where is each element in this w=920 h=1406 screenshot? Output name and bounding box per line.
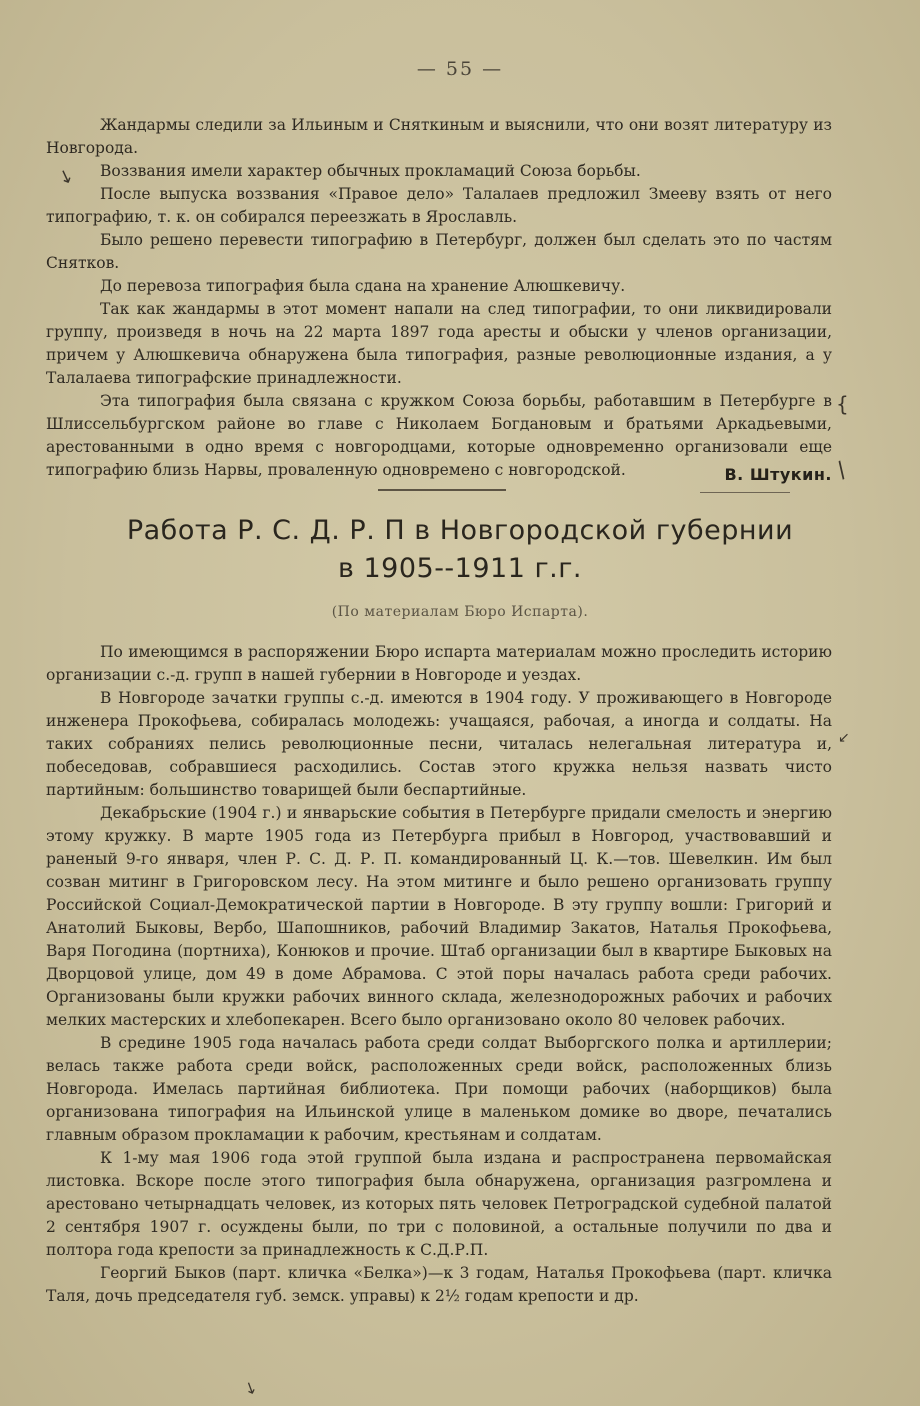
margin-mark: { bbox=[836, 392, 849, 416]
paragraph: Георгий Быков (парт. кличка «Белка»)—к 3 годам, Наталья Прокофьева (парт. кличка Таля, дочь председателя губ. земск. управы) к 2½ годам крепости и др. bbox=[46, 1264, 832, 1305]
title-line-2: в 1905--1911 г.г. bbox=[337, 553, 583, 584]
paragraph: До перевоза типография была сдана на хранение Алюшкевичу. bbox=[100, 277, 626, 295]
paragraph: Эта типография была связана с кружком Союза борьбы, работавшим в Петербурге в Шлиссельбургском районе во главе с Николаем Богдановым и братьями Аркадьевыми, арестованными в одно время с новгородцами, которые одновременно организовали еще типографию близь Нарвы, проваленную одновремено с новгородской. bbox=[46, 392, 832, 479]
bottom-section bbox=[46, 641, 832, 1308]
paragraph: Так как жандармы в этот момент напали на след типографии, то они ликвидировали группу, произведя в ночь на 22 марта 1897 года аресты и обыски у членов организации, причем у Алюшкевича обнаружена была типография, разные революционные издания, а у Талалаева типографские принадлежности. bbox=[46, 300, 832, 387]
paragraph: Было решено перевести типографию в Петербург, должен был сделать это по частям Снятков. bbox=[46, 231, 832, 272]
margin-mark: ↙ bbox=[838, 730, 850, 746]
title-line-1: Работа Р. С. Д. Р. П в Новгородской губернии bbox=[126, 515, 794, 546]
paragraph: По имеющимся в распоряжении Бюро испарта материалам можно проследить историю организации с.-д. групп в нашей губернии в Новгороде и уездах. bbox=[46, 643, 832, 684]
paragraph: В Новгороде зачатки группы с.-д. имеются в 1904 году. У проживающего в Новгороде инженера Прокофьева, собиралась молодежь: учащаяся, рабочая, а иногда и солдаты. На таких собраниях пелись революционные песни, читалась нелегальная литература и, побеседовав, собравшиеся расходились. Состав этого кружка нельзя назвать чисто партийным: большинство товарищей были беспартийные. bbox=[46, 689, 832, 799]
page-number: — 55 — bbox=[416, 58, 504, 80]
paragraph: Жандармы следили за Ильиным и Сняткиным и выяснили, что они возят литературу из Новгорода. bbox=[46, 116, 832, 157]
margin-mark: ↘ bbox=[240, 1376, 261, 1399]
margin-mark: ↘ bbox=[54, 164, 77, 189]
margin-mark: / bbox=[832, 457, 852, 484]
paragraph: К 1-му мая 1906 года этой группой была издана и распространена первомайская листовка. Вскоре после этого типография была обнаружена, организация разгромлена и арестовано четырнадцать человек, из которых пять человек Петроградской судебной палатой 2 сентября 1907 г. осуждены были, по три с половиной, а остальные получили по два и полтора года крепости за принадлежность к С.Д.Р.П. bbox=[46, 1149, 832, 1259]
author-signature: В. Штукин. bbox=[724, 465, 832, 484]
section-divider bbox=[378, 489, 506, 491]
paragraph: Декабрьские (1904 г.) и январьские события в Петербурге придали смелость и энергию этому кружку. В марте 1905 года из Петербурга прибыл в Новгород, участвовавший и раненый 9-го января, член Р. С. Д. Р. П. командированный Ц. К.—тов. Шевелкин. Им был созван митинг в Григоровском лесу. На этом митинге и было решено организовать группу Российской Социал-Демократической партии в Новгороде. В эту группу вошли: Григорий и Анатолий Быковы, Вербо, Шапошников, рабочий Владимир Закатов, Наталья Прокофьева, Варя Погодина (портниха), Конюков и прочие. Штаб организации был в квартире Быковых на Дворцовой улице, дом 49 в доме Абрамова. С этой поры началась работа среди рабочих. Организованы были кружки рабочих винного склада, железнодорожных рабочих и рабочих мелких мастерских и хлебопекарен. Всего было организовано около 80 человек рабочих. bbox=[46, 804, 832, 1029]
article-title bbox=[40, 512, 880, 588]
paragraph: В средине 1905 года началась работа среди солдат Выборгского полка и артиллерии; велась также работа среди войск, расположенных среди войск, расположенных близь Новгорода. Имелась партийная библиотека. При помощи рабочих (наборщиков) была организована типография на Ильинской улице в маленьком домике во дворе, печатались главным образом прокламации к рабочим, крестьянам и солдатам. bbox=[46, 1034, 832, 1144]
paragraph: После выпуска воззвания «Правое дело» Талалаев предложил Змееву взять от него типографию, т. к. он собирался переезжать в Ярославль. bbox=[46, 185, 832, 226]
signature-underline bbox=[700, 492, 790, 493]
top-section bbox=[46, 114, 832, 482]
article-subtitle: (По материалам Бюро Испарта). bbox=[331, 604, 589, 620]
paragraph: Воззвания имели характер обычных прокламаций Союза борьбы. bbox=[100, 162, 641, 180]
